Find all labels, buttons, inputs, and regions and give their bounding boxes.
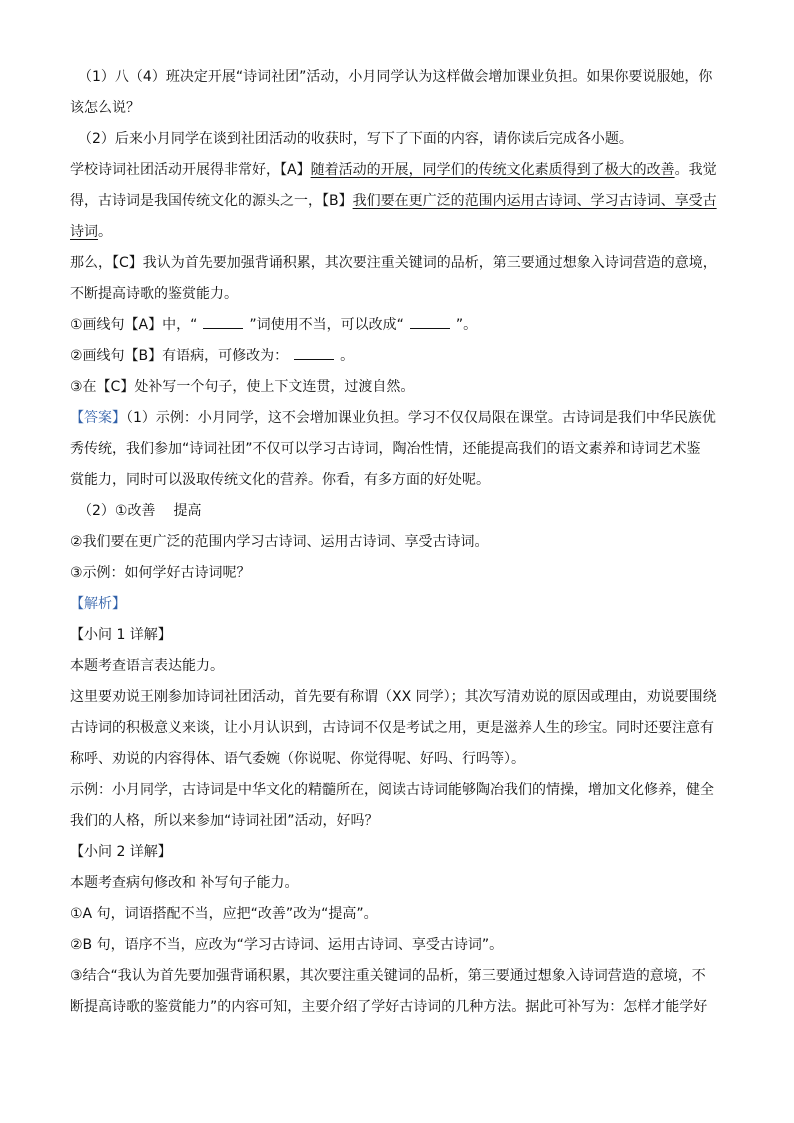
passage-line-4: 那么，【C】我认为首先要加强背诵积累，其次要注重关键词的品析，第三要通过想象入诗词营造的意境， — [70, 255, 717, 271]
analysis-q1-line: 示例：小月同学，古诗词是中华文化的精髓所在，阅读古诗词能够陶冶我们的情操，增加文化修养，健全 — [70, 782, 714, 798]
analysis-q2-line: ①A 句，词语搭配不当，应把“改善”改为“提高”。 — [70, 906, 378, 922]
analysis-q1-line: 称呼、劝说的内容得体、语气委婉（你说呢、你觉得呢、好吗、行吗等）。 — [70, 751, 525, 767]
sub-question-1 — [70, 310, 724, 341]
analysis-q2-line: ②B 句，语序不当，应改为“学习古诗词、运用古诗词、享受古诗词”。 — [70, 937, 504, 953]
passage-line-5: 不断提高诗歌的鉴赏能力。 — [70, 286, 238, 302]
analysis-q1-line: 本题考查语言表达能力。 — [70, 658, 224, 674]
document-page — [70, 62, 724, 1023]
answer-line-c: ③示例：如何学好古诗词呢？ — [70, 565, 251, 581]
analysis-q1-line: 这里要劝说王刚参加诗词社团活动，首先要有称谓（XX 同学）；其次写清劝说的原因或理由，劝说要围绕 — [70, 689, 717, 705]
sub-question-text: ①画线句【A】中，“ — [70, 317, 198, 333]
passage-text: 。我觉 — [674, 162, 717, 178]
question-2-intro: （2）后来小月同学在谈到社团活动的收获时，写下了下面的内容，请你读后完成各小题。 — [78, 131, 633, 147]
question-1-line-1: （1）八（4）班决定开展“诗词社团”活动，小月同学认为这样做会增加课业负担。如果你要说服她，你 — [78, 69, 713, 85]
passage-text: 学校诗词社团活动开展得非常好，【A】 — [70, 162, 311, 178]
sub-question-3: ③在【C】处补写一个句子，使上下文连贯，过渡自然。 — [70, 379, 415, 395]
answer-label: 【答案】 — [70, 410, 126, 426]
analysis-q1-line: 我们的人格，所以来参加“诗词社团”活动，好吗？ — [70, 813, 379, 829]
answer-text: （2）①改善 — [78, 503, 156, 519]
answer-blank — [203, 314, 243, 329]
answer-blank — [410, 314, 450, 329]
analysis-q2-title: 【小问 2 详解】 — [70, 844, 172, 860]
analysis-q1-title: 【小问 1 详解】 — [70, 627, 172, 643]
passage-text: 得，古诗词是我国传统文化的源头之一，【B】 — [70, 193, 353, 209]
answer-line-1 — [70, 403, 724, 434]
underlined-sentence-b: 我们要在更广泛的范围内运用古诗词、学习古诗词、享受古 — [352, 193, 717, 209]
answer-line-2: 秀传统，我们参加“诗词社团”不仅可以学习古诗词，陶冶性情，还能提高我们的语文素养和诗词艺术鉴 — [70, 441, 701, 457]
answer-text: 提高 — [173, 503, 202, 519]
answer-text: （1）示例：小月同学，这不会增加课业负担。学习不仅仅局限在课堂。古诗词是我们中华民族优 — [126, 410, 716, 426]
passage-line-2 — [70, 186, 724, 217]
answer-line-3: 赏能力，同时可以汲取传统文化的营养。你看，有多方面的好处呢。 — [70, 472, 490, 488]
answer-part-2 — [70, 496, 724, 527]
sub-question-text: ②画线句【B】有语病，可修改为： — [70, 348, 289, 364]
analysis-label: 【解析】 — [70, 596, 126, 612]
analysis-q2-line: ③结合“我认为首先要加强背诵积累，其次要注重关键词的品析，第三要通过想象入诗词营造的意境，不 — [70, 968, 706, 984]
passage-line-1 — [70, 155, 724, 186]
sub-question-text: 。 — [340, 348, 355, 364]
underlined-sentence-a: 随着活动的开展，同学们的传统文化素质得到了极大的改善 — [310, 162, 675, 178]
analysis-q2-line: 本题考查病句修改和 补写句子能力。 — [70, 875, 299, 891]
analysis-q2-line: 断提高诗歌的鉴赏能力”的内容可知，主要介绍了学好古诗词的几种方法。据此可补写为：怎样才能学好 — [70, 999, 708, 1015]
passage-line-3 — [70, 217, 724, 248]
answer-line-b: ②我们要在更广泛的范围内学习古诗词、运用古诗词、享受古诗词。 — [70, 534, 489, 550]
answer-blank — [294, 345, 334, 360]
sub-question-text: ”。 — [455, 317, 478, 333]
sub-question-text: ”词使用不当，可以改成“ — [249, 317, 404, 333]
analysis-q1-line: 古诗词的积极意义来谈，让小月认识到，古诗词不仅是考试之用，更是滋养人生的珍宝。同时还要注意有 — [70, 720, 714, 736]
underlined-sentence-b-end: 诗词 — [70, 224, 98, 240]
question-1-line-2: 该怎么说？ — [70, 100, 140, 116]
sub-question-2 — [70, 341, 724, 372]
passage-text: 。 — [98, 224, 112, 240]
